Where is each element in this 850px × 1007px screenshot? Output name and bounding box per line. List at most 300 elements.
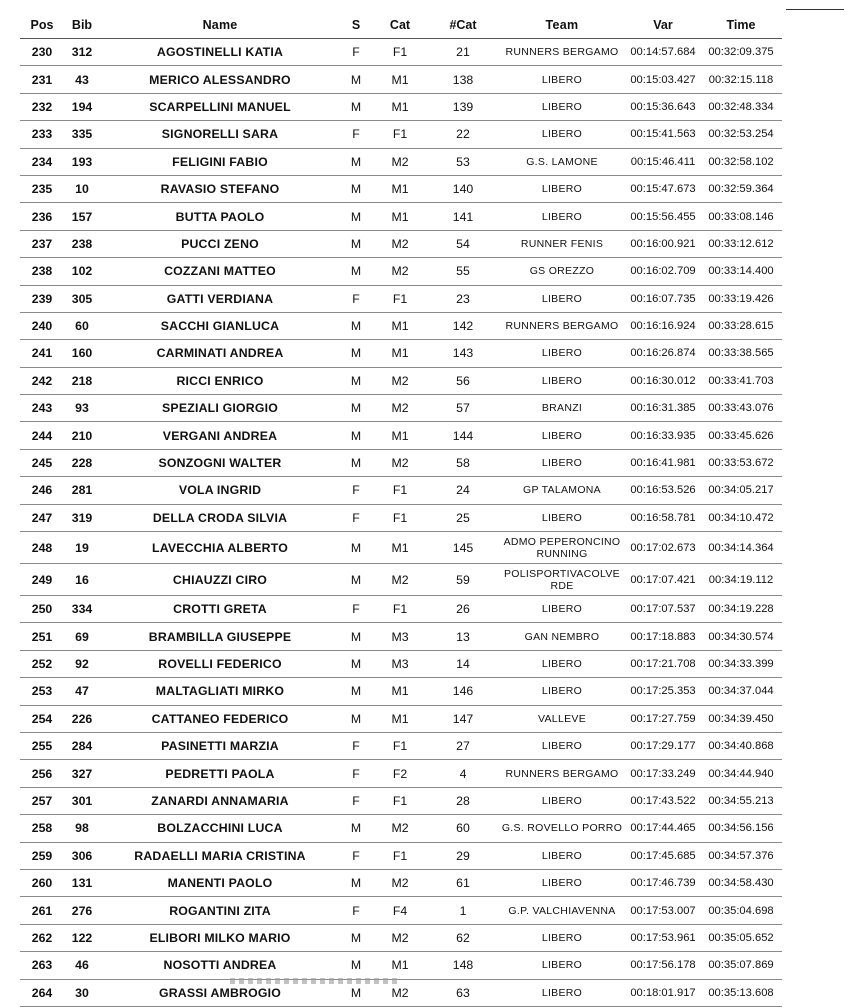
cell-sex: M — [350, 657, 362, 671]
cell-team: LIBERO — [541, 877, 583, 890]
cell-team: LIBERO — [541, 210, 583, 223]
cell-pos: 257 — [31, 793, 53, 808]
cell-cat: M2 — [391, 373, 409, 388]
cell-cat: M2 — [391, 985, 409, 1000]
table-row — [20, 733, 782, 760]
cell-cat-rank: 146 — [452, 684, 474, 699]
table-row — [20, 258, 782, 285]
cell-time: 00:32:59.364 — [708, 183, 774, 196]
header-team: Team — [545, 18, 579, 31]
cell-cat: M2 — [391, 572, 409, 587]
cell-cat: M2 — [391, 264, 409, 279]
cell-name: BRAMBILLA GIUSEPPE — [148, 629, 292, 644]
cell-sex: F — [352, 848, 360, 863]
cell-var: 00:16:07.735 — [630, 292, 696, 305]
cell-sex: M — [350, 821, 362, 836]
cell-bib: 210 — [71, 428, 93, 443]
cell-pos: 244 — [31, 428, 53, 443]
cell-bib: 335 — [71, 127, 93, 142]
cell-cat: F1 — [392, 793, 408, 808]
cell-team: GAN NEMBRO — [524, 630, 600, 643]
cell-var: 00:17:21.708 — [630, 658, 696, 670]
cell-sex: M — [350, 711, 362, 726]
cell-bib: 226 — [71, 711, 93, 726]
cell-name: DELLA CRODA SILVIA — [152, 510, 288, 525]
cell-cat: M1 — [391, 346, 409, 361]
cell-team: BRANZI — [541, 402, 583, 415]
cell-team: LIBERO — [541, 292, 583, 305]
table-row — [20, 980, 782, 1007]
cell-bib: 305 — [71, 291, 93, 306]
cell-sex: F — [352, 602, 360, 617]
cell-pos: 253 — [31, 684, 53, 699]
cell-cat: M2 — [391, 456, 409, 471]
cell-sex: M — [350, 930, 362, 945]
cell-time: 00:33:08.146 — [708, 210, 774, 223]
cell-sex: F — [352, 483, 360, 498]
cell-time: 00:33:45.626 — [708, 429, 774, 442]
cell-team: LIBERO — [541, 374, 583, 387]
top-rule — [786, 9, 844, 10]
cell-sex: F — [352, 127, 360, 142]
cell-team: RUNNERS BERGAMO — [505, 320, 619, 333]
cell-time: 00:33:43.076 — [708, 402, 774, 415]
cell-bib: 60 — [75, 319, 89, 334]
cell-sex: M — [350, 629, 362, 644]
cell-var: 00:16:53.526 — [630, 484, 696, 497]
cell-time: 00:33:41.703 — [708, 374, 774, 387]
table-row — [20, 94, 782, 121]
cell-pos: 241 — [31, 346, 53, 361]
cell-sex: M — [350, 182, 362, 197]
table-row — [20, 66, 782, 93]
cell-name: GATTI VERDIANA — [166, 291, 274, 306]
cell-sex: F — [352, 45, 360, 60]
cell-cat-rank: 24 — [456, 483, 470, 498]
cell-time: 00:34:14.364 — [708, 541, 774, 554]
cell-var: 00:16:58.781 — [630, 511, 696, 524]
cell-cat-rank: 58 — [456, 456, 470, 471]
cell-time: 00:34:37.044 — [708, 685, 774, 698]
cell-name: GRASSI AMBROGIO — [158, 985, 282, 1000]
cell-var: 00:17:18.883 — [630, 630, 696, 643]
cell-var: 00:16:30.012 — [630, 374, 696, 387]
cell-time: 00:35:05.652 — [708, 931, 774, 944]
table-row — [20, 596, 782, 623]
cell-cat-rank: 59 — [456, 572, 470, 587]
header-bib: Bib — [71, 17, 93, 32]
cell-pos: 239 — [31, 291, 53, 306]
cell-cat-rank: 53 — [456, 154, 470, 169]
cell-name: AGOSTINELLI KATIA — [156, 45, 284, 60]
cell-cat: M2 — [391, 930, 409, 945]
cell-bib: 43 — [75, 72, 89, 87]
cell-name: PUCCI ZENO — [181, 236, 259, 251]
table-row — [20, 815, 782, 842]
header-pos: Pos — [30, 17, 54, 32]
cell-cat-rank: 138 — [452, 72, 474, 87]
cell-team: LIBERO — [541, 347, 583, 360]
cell-bib: 102 — [71, 264, 93, 279]
table-header — [20, 11, 782, 39]
cell-cat-rank: 54 — [456, 236, 470, 251]
cell-bib: 160 — [71, 346, 93, 361]
cell-sex: F — [352, 903, 360, 918]
cell-cat-rank: 13 — [456, 629, 470, 644]
cell-pos: 252 — [31, 657, 53, 671]
cell-team: LIBERO — [541, 986, 583, 999]
cell-name: CHIAUZZI CIRO — [172, 572, 268, 587]
cell-var: 00:17:45.685 — [630, 849, 696, 862]
cell-bib: 93 — [75, 401, 89, 416]
cell-cat-rank: 143 — [452, 346, 474, 361]
cell-bib: 301 — [71, 793, 93, 808]
cell-team: LIBERO — [541, 100, 583, 113]
cell-cat: M1 — [391, 958, 409, 973]
cell-cat-rank: 22 — [456, 127, 470, 142]
cell-sex: F — [352, 793, 360, 808]
table-row — [20, 952, 782, 979]
cell-pos: 262 — [31, 930, 53, 945]
cell-cat-rank: 1 — [459, 903, 467, 918]
cell-pos: 254 — [31, 711, 53, 726]
cell-sex: M — [350, 684, 362, 699]
cell-pos: 230 — [31, 45, 53, 60]
cell-team: RUNNER FENIS — [520, 237, 604, 250]
cell-sex: M — [350, 346, 362, 361]
cell-time: 00:33:12.612 — [708, 237, 774, 250]
cell-name: LAVECCHIA ALBERTO — [152, 540, 288, 555]
table-row — [20, 203, 782, 230]
cell-sex: M — [350, 99, 362, 114]
cell-cat: M1 — [391, 319, 409, 334]
cell-sex: M — [350, 154, 362, 169]
header-time: Time — [726, 17, 756, 32]
cell-cat: F1 — [392, 291, 408, 306]
cell-cat: F1 — [392, 848, 408, 863]
cell-name: MANENTI PAOLO — [167, 876, 273, 891]
cell-bib: 131 — [71, 876, 93, 891]
cell-cat: M1 — [391, 182, 409, 197]
cell-name: CARMINATI ANDREA — [156, 346, 284, 361]
cell-sex: M — [350, 540, 362, 555]
cell-var: 00:17:56.178 — [630, 959, 696, 972]
cell-cat: F1 — [392, 483, 408, 498]
cell-pos: 248 — [31, 540, 53, 555]
cell-pos: 251 — [31, 629, 53, 644]
cell-time: 00:34:58.430 — [708, 877, 774, 890]
cell-cat-rank: 57 — [456, 401, 470, 416]
cell-pos: 235 — [31, 182, 53, 197]
cell-cat-rank: 25 — [456, 510, 470, 525]
cell-pos: 246 — [31, 483, 53, 498]
cell-pos: 234 — [31, 154, 53, 169]
table-row — [20, 39, 782, 66]
cell-sex: F — [352, 291, 360, 306]
cell-bib: 194 — [71, 99, 93, 114]
cell-sex: M — [350, 319, 362, 334]
cell-name: PEDRETTI PAOLA — [165, 766, 275, 781]
cell-name: COZZANI MATTEO — [164, 264, 276, 279]
cell-pos: 233 — [31, 127, 53, 142]
cell-var: 00:17:43.522 — [630, 794, 696, 807]
cell-sex: M — [350, 428, 362, 443]
table-body — [20, 39, 782, 1007]
cell-team: LIBERO — [541, 457, 583, 470]
header-cat-rank: #Cat — [449, 17, 477, 32]
cell-var: 00:15:36.643 — [630, 100, 696, 113]
cell-var: 00:16:31.385 — [630, 402, 696, 415]
cell-team: VALLEVE — [537, 712, 587, 725]
cell-sex: M — [350, 373, 362, 388]
cell-cat-rank: 148 — [452, 958, 474, 973]
cell-time: 00:34:33.399 — [708, 658, 774, 670]
cell-name: CROTTI GRETA — [173, 602, 267, 617]
cell-name: ROVELLI FEDERICO — [158, 657, 282, 671]
cell-time: 00:35:13.608 — [708, 986, 774, 999]
cell-cat: F1 — [392, 510, 408, 525]
cell-cat: M2 — [391, 821, 409, 836]
cell-name: VERGANI ANDREA — [162, 428, 278, 443]
cell-team: LIBERO — [541, 658, 583, 670]
cell-name: BUTTA PAOLO — [175, 209, 265, 224]
cell-cat: M1 — [391, 72, 409, 87]
cell-cat: M3 — [391, 657, 409, 671]
cell-team: ADMO PEPERONCINO RUNNING — [503, 535, 621, 560]
cell-cat-rank: 140 — [452, 182, 474, 197]
cell-var: 00:17:25.353 — [630, 685, 696, 698]
cell-team: LIBERO — [541, 73, 583, 86]
cell-cat-rank: 145 — [452, 540, 474, 555]
cell-team: LIBERO — [541, 511, 583, 524]
cell-var: 00:17:07.421 — [630, 573, 696, 586]
cell-cat-rank: 61 — [456, 876, 470, 891]
cell-pos: 263 — [31, 958, 53, 973]
table-row — [20, 121, 782, 148]
table-row — [20, 422, 782, 449]
cell-pos: 243 — [31, 401, 53, 416]
table-row — [20, 925, 782, 952]
cell-var: 00:17:33.249 — [630, 767, 696, 780]
cell-time: 00:34:57.376 — [708, 849, 774, 862]
cell-team: LIBERO — [541, 429, 583, 442]
table-row — [20, 678, 782, 705]
cell-pos: 249 — [31, 572, 53, 587]
cell-pos: 238 — [31, 264, 53, 279]
cell-bib: 47 — [75, 684, 89, 699]
cell-cat: M1 — [391, 99, 409, 114]
cell-time: 00:32:15.118 — [708, 73, 774, 86]
cell-team: RUNNERS BERGAMO — [505, 46, 619, 59]
cell-cat: M3 — [391, 629, 409, 644]
cell-pos: 261 — [31, 903, 53, 918]
cell-name: ZANARDI ANNAMARIA — [151, 793, 289, 808]
cell-time: 00:34:40.868 — [708, 740, 774, 753]
cell-team: GS OREZZO — [529, 265, 595, 278]
cell-cat: F1 — [392, 739, 408, 754]
cell-name: ELIBORI MILKO MARIO — [149, 930, 291, 945]
cell-cat-rank: 26 — [456, 602, 470, 617]
cell-cat: M1 — [391, 209, 409, 224]
cell-bib: 122 — [71, 930, 93, 945]
cell-var: 00:16:16.924 — [630, 320, 696, 333]
cell-cat-rank: 147 — [452, 711, 474, 726]
cell-sex: M — [350, 236, 362, 251]
cell-var: 00:17:53.007 — [630, 904, 696, 917]
cell-bib: 98 — [75, 821, 89, 836]
cell-team: LIBERO — [541, 959, 583, 972]
table-row — [20, 897, 782, 924]
cell-bib: 30 — [75, 985, 89, 1000]
cell-bib: 312 — [71, 45, 93, 60]
cell-team: LIBERO — [541, 794, 583, 807]
cell-time: 00:33:19.426 — [708, 292, 774, 305]
cell-team: LIBERO — [541, 183, 583, 196]
table-row — [20, 313, 782, 340]
cell-time: 00:34:19.112 — [708, 573, 774, 586]
cell-team: LIBERO — [541, 849, 583, 862]
cell-bib: 157 — [71, 209, 93, 224]
cell-pos: 237 — [31, 236, 53, 251]
cell-name: RAVASIO STEFANO — [160, 182, 280, 197]
cell-var: 00:15:46.411 — [630, 155, 696, 168]
cell-team: LIBERO — [541, 685, 583, 698]
cell-team: GP TALAMONA — [523, 484, 601, 497]
cell-time: 00:33:28.615 — [708, 320, 774, 333]
cell-bib: 228 — [71, 456, 93, 471]
cell-cat: M1 — [391, 428, 409, 443]
cell-sex: M — [350, 985, 362, 1000]
cell-name: NOSOTTI ANDREA — [163, 958, 277, 973]
cell-pos: 258 — [31, 821, 53, 836]
cell-cat: M2 — [391, 154, 409, 169]
cell-bib: 327 — [71, 766, 93, 781]
cell-cat-rank: 27 — [456, 739, 470, 754]
cell-pos: 232 — [31, 99, 53, 114]
cell-pos: 242 — [31, 373, 53, 388]
cell-team: G.S. LAMONE — [526, 155, 598, 168]
cell-pos: 240 — [31, 319, 53, 334]
cell-pos: 236 — [31, 209, 53, 224]
cell-name: ROGANTINI ZITA — [169, 903, 271, 918]
cell-bib: 19 — [75, 540, 89, 555]
cell-cat: M1 — [391, 684, 409, 699]
cell-cat: M1 — [391, 540, 409, 555]
cell-var: 00:17:07.537 — [630, 603, 696, 616]
table-row — [20, 532, 782, 564]
cell-name: SACCHI GIANLUCA — [160, 319, 280, 334]
table-row — [20, 231, 782, 258]
cell-pos: 255 — [31, 739, 53, 754]
header-cat: Cat — [389, 17, 411, 32]
table-row — [20, 706, 782, 733]
table-row — [20, 870, 782, 897]
cell-name: VOLA INGRID — [178, 483, 262, 498]
cell-var: 00:17:46.739 — [630, 877, 696, 890]
cell-sex: M — [350, 72, 362, 87]
cell-time: 00:34:30.574 — [708, 630, 774, 643]
cell-team: LIBERO — [541, 931, 583, 944]
cell-pos: 245 — [31, 456, 53, 471]
cell-name: RADAELLI MARIA CRISTINA — [134, 848, 306, 863]
cell-sex: M — [350, 264, 362, 279]
cell-name: MALTAGLIATI MIRKO — [155, 684, 285, 699]
cell-bib: 69 — [75, 629, 89, 644]
cell-name: PASINETTI MARZIA — [161, 739, 279, 754]
cell-var: 00:15:56.455 — [630, 210, 696, 223]
cell-time: 00:34:19.228 — [708, 603, 774, 616]
cell-cat: F1 — [392, 45, 408, 60]
cell-cat-rank: 29 — [456, 848, 470, 863]
cell-bib: 92 — [75, 657, 89, 671]
cell-bib: 281 — [71, 483, 93, 498]
header-sex: S — [351, 17, 361, 32]
cell-var: 00:16:33.935 — [630, 429, 696, 442]
cell-bib: 306 — [71, 848, 93, 863]
cell-cat-rank: 144 — [452, 428, 474, 443]
cell-var: 00:16:41.981 — [630, 457, 696, 470]
cell-team: G.S. ROVELLO PORRO — [501, 822, 623, 835]
cell-var: 00:17:53.961 — [630, 931, 696, 944]
cell-name: CATTANEO FEDERICO — [151, 711, 289, 726]
cell-pos: 250 — [31, 602, 53, 617]
cell-cat-rank: 23 — [456, 291, 470, 306]
cell-bib: 46 — [75, 958, 89, 973]
cell-cat-rank: 62 — [456, 930, 470, 945]
cell-name: SCARPELLINI MANUEL — [149, 99, 291, 114]
cell-time: 00:34:56.156 — [708, 822, 774, 835]
cell-name: SONZOGNI WALTER — [158, 456, 282, 471]
cell-bib: 276 — [71, 903, 93, 918]
cell-bib: 218 — [71, 373, 93, 388]
cell-var: 00:16:00.921 — [630, 237, 696, 250]
cell-team: LIBERO — [541, 603, 583, 616]
cell-sex: F — [352, 766, 360, 781]
cell-sex: M — [350, 572, 362, 587]
cell-team: LIBERO — [541, 128, 583, 141]
cell-cat: M2 — [391, 876, 409, 891]
cell-name: BOLZACCHINI LUCA — [157, 821, 283, 836]
table-row — [20, 843, 782, 870]
cell-var: 00:17:27.759 — [630, 712, 696, 725]
cell-pos: 259 — [31, 848, 53, 863]
table-row — [20, 651, 782, 678]
cell-bib: 10 — [75, 182, 89, 197]
cell-cat-rank: 63 — [456, 985, 470, 1000]
cell-cat-rank: 14 — [456, 657, 470, 671]
cell-sex: M — [350, 209, 362, 224]
cell-time: 00:34:55.213 — [708, 794, 774, 807]
table-row — [20, 286, 782, 313]
cell-sex: M — [350, 876, 362, 891]
cell-cat: M2 — [391, 401, 409, 416]
cell-sex: M — [350, 456, 362, 471]
footer-url-fragment — [230, 978, 400, 984]
cell-cat: F1 — [392, 602, 408, 617]
cell-bib: 284 — [71, 739, 93, 754]
results-table — [20, 11, 782, 1007]
cell-pos: 264 — [31, 985, 53, 1000]
cell-var: 00:15:41.563 — [630, 128, 696, 141]
cell-var: 00:15:03.427 — [630, 73, 696, 86]
cell-bib: 193 — [71, 154, 93, 169]
table-row — [20, 149, 782, 176]
cell-name: SIGNORELLI SARA — [161, 127, 279, 142]
cell-time: 00:33:53.672 — [708, 457, 774, 470]
cell-cat-rank: 4 — [459, 766, 467, 781]
cell-var: 00:14:57.684 — [630, 46, 696, 59]
cell-time: 00:35:07.869 — [708, 959, 774, 972]
